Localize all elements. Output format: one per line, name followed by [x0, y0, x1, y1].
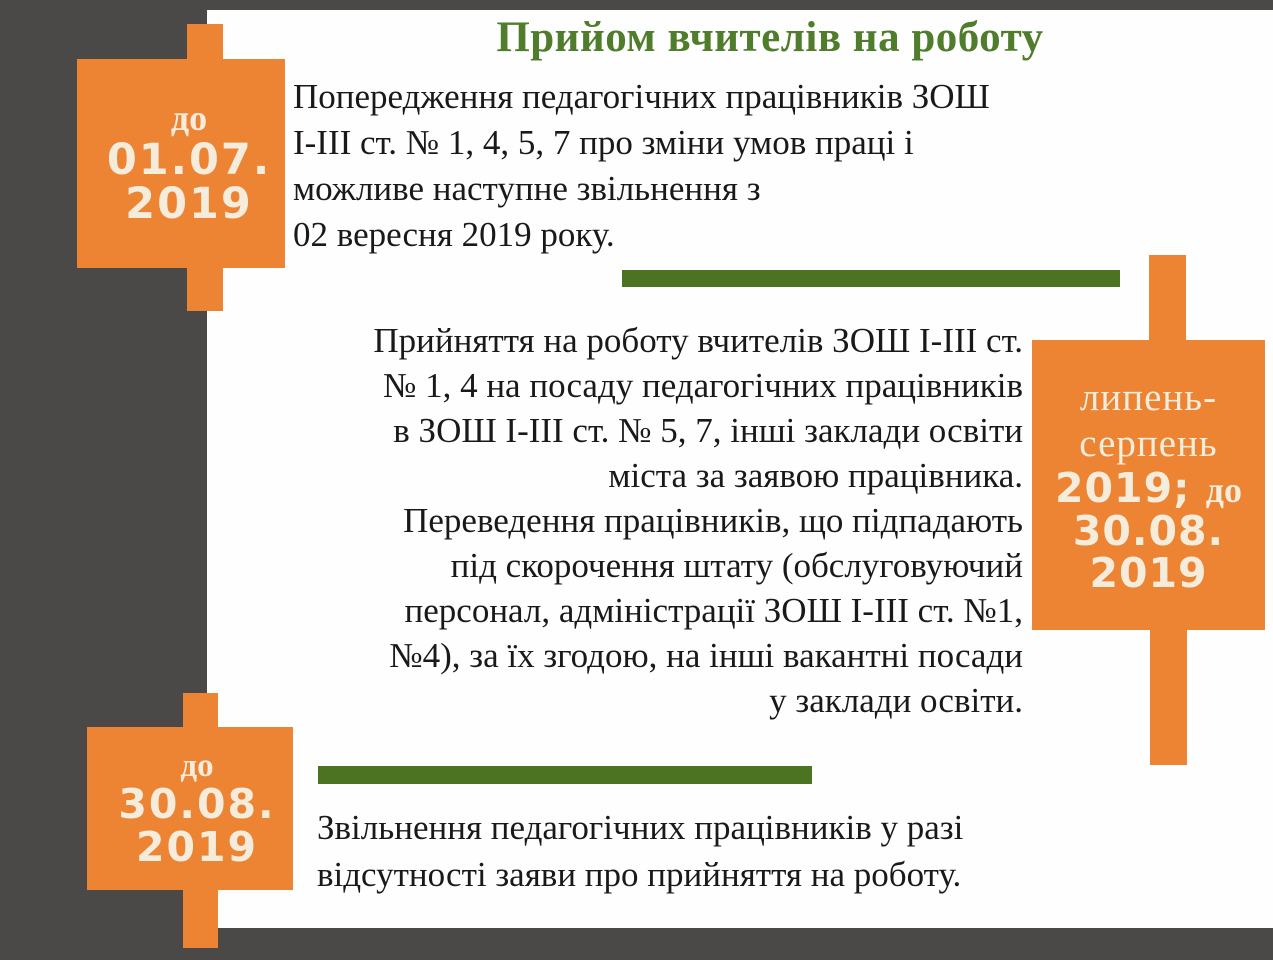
- period-badge-line3-word: до: [1205, 470, 1242, 511]
- deadline-badge-2-top-tab: [183, 693, 218, 729]
- paragraph-hiring-line: №4), за їх згодою, на інші вакантні посади: [389, 636, 1023, 675]
- period-badge-line1: липень-: [1079, 376, 1218, 420]
- paragraph-hiring-line: під скорочення штату (обслуговуючий: [450, 546, 1023, 585]
- period-badge-line2: серпень: [1079, 422, 1218, 466]
- period-badge-line3-num: 2019;: [1054, 464, 1191, 513]
- paragraph-warning: [293, 74, 1163, 258]
- green-divider-bottom: [318, 766, 812, 784]
- paragraph-warning-line: І-ІІІ ст. № 1, 4, 5, 7 про зміни умов праці і: [293, 123, 914, 162]
- paragraph-hiring: [218, 318, 1023, 723]
- paragraph-dismissal-line: відсутності заяви про прийняття на роботу.: [317, 855, 962, 894]
- paragraph-hiring-line: Прийняття на роботу вчителів ЗОШ І-ІІІ ст.: [373, 321, 1023, 360]
- paragraph-dismissal-line: Звільнення педагогічних працівників у разі: [317, 808, 964, 847]
- deadline-badge-2-date: 30.08.: [118, 780, 276, 829]
- deadline-badge-1-word: до: [170, 97, 208, 138]
- deadline-badge-2-year: 2019: [135, 822, 259, 871]
- period-badge-line4: 30.08.: [1072, 506, 1225, 555]
- period-badge: [1032, 340, 1265, 630]
- deadline-badge-2: [87, 727, 293, 890]
- period-badge-line5: 2019: [1089, 549, 1208, 598]
- page-title: Прийом вчителів на роботу: [496, 14, 1044, 61]
- green-divider-top: [622, 270, 1120, 287]
- deadline-badge-1-year: 2019: [125, 179, 253, 230]
- deadline-badge-2-bottom-tab: [183, 888, 218, 948]
- period-badge-line3: [1054, 464, 1242, 513]
- paragraph-hiring-line: Переведення працівників, що підпадають: [403, 501, 1023, 540]
- paragraph-hiring-line: № 1, 4 на посаду педагогічних працівників: [382, 366, 1023, 405]
- paragraph-dismissal: [317, 804, 1127, 898]
- deadline-badge-1: [77, 59, 285, 268]
- paragraph-hiring-line: в ЗОШ І-ІІІ ст. № 5, 7, інші заклади освіти: [393, 411, 1023, 450]
- deadline-badge-1-top-tab: [187, 24, 223, 61]
- paragraph-hiring-line: персонал, адміністрації ЗОШ І-ІІІ ст. №1,: [404, 591, 1023, 630]
- paragraph-warning-line: Попередження педагогічних працівників ЗОШ: [293, 77, 990, 116]
- paragraph-warning-line: 02 вересня 2019 року.: [293, 215, 615, 254]
- paragraph-hiring-line: міста за заявою працівника.: [608, 456, 1023, 495]
- deadline-badge-1-bottom-tab: [187, 266, 223, 311]
- deadline-badge-2-word: до: [180, 747, 214, 784]
- deadline-badge-1-date: 01.07.: [106, 134, 272, 185]
- paragraph-warning-line: можливе наступне звільнення з: [293, 169, 761, 208]
- paragraph-hiring-line: у заклади освіти.: [769, 681, 1023, 720]
- period-badge-top-tab: [1149, 255, 1186, 342]
- period-badge-bottom-tab: [1150, 628, 1187, 765]
